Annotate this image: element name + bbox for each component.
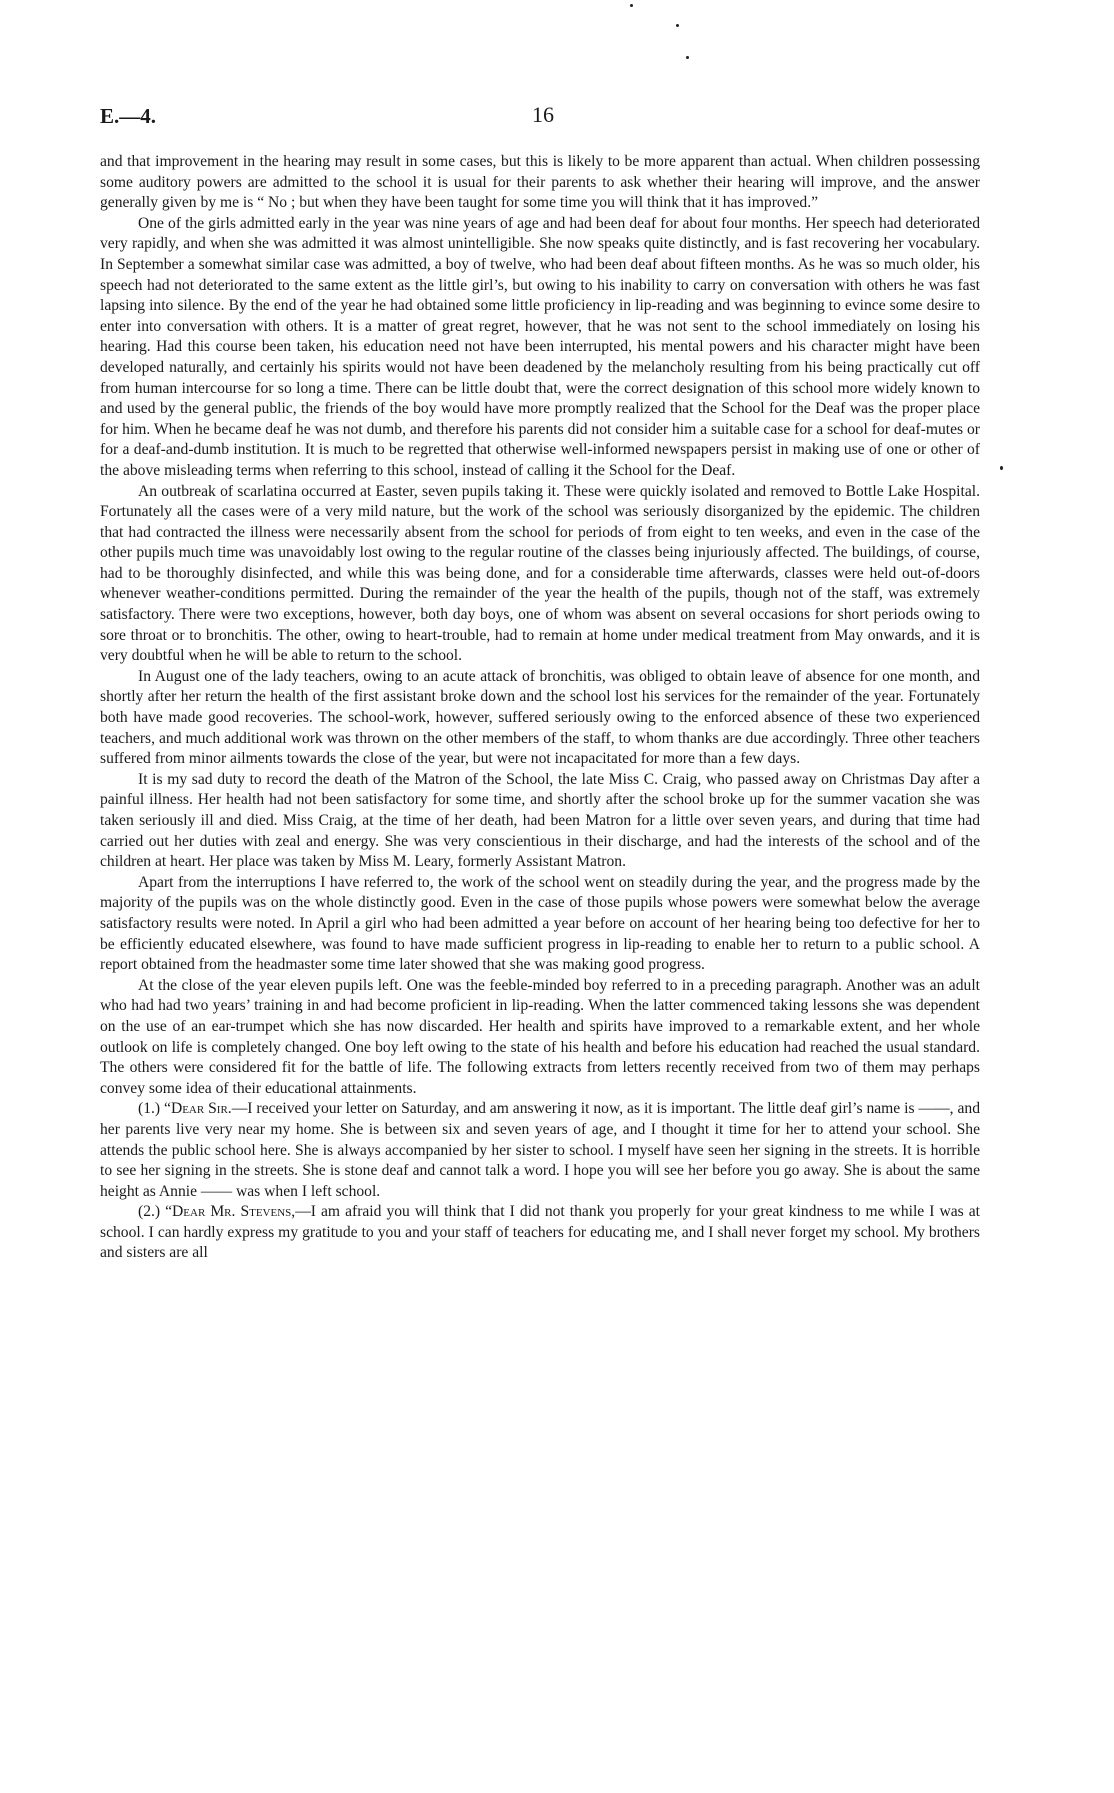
page-number: 16 [532,102,554,127]
letter-number: (1.) “ [138,1100,171,1118]
scan-speck [630,4,633,7]
letter-salutation: Dear Sir. [170,1100,232,1118]
paragraph: Apart from the interruptions I have referred to, the work of the school went on steadily during the year, and the progress made by the majority of the pupils was on the whole distinctly good. Even in the case of those pupils whose powers were somewhat below the average satisfactory results were noted. In April a girl who had been admitted a year before on account of her hearing being too defective for her to be efficiently educated elsewhere, was found to have made sufficient progress in lip-reading to enable her to return to a public school. A report obtained from the headmaster some time later showed that she was making good progress. [100,873,980,974]
document-page [100,98,980,1264]
paragraph: and that improvement in the hearing may result in some cases, but this is likely to be more apparent than actual. When children possessing some auditory powers are admitted to the school it is usual for their parents to ask whether their hearing will improve, and the answer generally given by me is “ No ; but when they have been taught for some time you will think that it has improved.” [100,153,980,212]
scan-speck [686,56,689,59]
scan-speck [1000,466,1003,470]
paragraph: In August one of the lady teachers, owing to an acute attack of bronchitis, was obliged to obtain leave of absence for one month, and shortly after her return the health of the first assistant broke down and the school lost his services for the remainder of the year. Fortunately both have made good recoveries. The school-work, however, suffered seriously owing to the enforced absence of these two experienced teachers, and much additional work was thrown on the other members of the staff, to whom thanks are due accordingly. Three other teachers suffered from minor ailments towards the close of the year, but were not incapacitated for more than a few days. [100,667,980,768]
paragraph: One of the girls admitted early in the year was nine years of age and had been deaf for about four months. Her speech had deteriorated very rapidly, and when she was admitted it was almost unintelligible. She now speaks quite distinctly, and is fast recovering her vocabulary. In September a somewhat similar case was admitted, a boy of twelve, who had been deaf about fifteen months. As he was so much older, his speech had not deteriorated to the same extent as the little girl’s, but owing to his inability to carry on conversation with others he was fast lapsing into silence. By the end of the year he had obtained some little proficiency in lip-reading and was beginning to evince some desire to enter into conversation with others. It is a matter of great regret, however, that he was not sent to the school immediately on losing his hearing. Had this course been taken, his education need not have been interrupted, his mental powers and his character might have been developed naturally, and certainly his spirits would not have been deadened by the melancholy resulting from his being practically cut off from human intercourse for so long a time. There can be little doubt that, were the correct designation of this school more widely known to and used by the general public, the friends of the boy would have more promptly realized that the School for the Deaf was the proper place for him. When he became deaf he was not dumb, and therefore his parents did not consider him a suitable case for a school for deaf-mutes or for a deaf-and-dumb institution. It is much to be regretted that otherwise well-informed newspapers persist in making use of one or other of the above misleading terms when referring to this school, instead of calling it the School for the Deaf. [100,214,980,479]
paragraph: It is my sad duty to record the death of the Matron of the School, the late Miss C. Craig, who passed away on Christmas Day after a painful illness. Her health had not been satisfactory for some time, and shortly after the school broke up for the summer vacation she was taken seriously ill and died. Miss Craig, at the time of her death, had been Matron for a little over seven years, and during that time had carried out her duties with zeal and energy. She was very conscientious in their discharge, and had the interests of the school and of the children at heart. Her place was taken by Miss M. Leary, formerly Assistant Matron. [100,770,980,871]
paragraph: At the close of the year eleven pupils left. One was the feeble-minded boy referred to in a preceding paragraph. Another was an adult who had had two years’ training in and had become proficient in lip-reading. When the latter commenced taking lessons she was dependent on the use of an ear-trumpet which she has now discarded. Her health and spirits have improved to a remarkable extent, and her whole outlook on life is completely changed. One boy left owing to the state of his health and before his education had reached the usual standard. The others were considered fit for the battle of life. The following extracts from letters recently received from two of them may perhaps convey some idea of their educational attainments. [100,976,980,1097]
letter-salutation: Dear Mr. Stevens, [172,1203,296,1221]
page-header [100,98,980,138]
letter-number: (2.) “ [138,1203,173,1221]
letter-extract [100,1202,980,1264]
letter-text: —I am afraid you will think that I did not thank you properly for your great kindness to me while I was at school. I can hardly express my gratitude to you and your staff of teachers for educating me, and I shall never forget my school. My brothers and sisters are all [100,1203,980,1262]
paragraph: An outbreak of scarlatina occurred at Easter, seven pupils taking it. These were quickly isolated and removed to Bottle Lake Hospital. Fortunately all the cases were of a very mild nature, but the work of the school was seriously disorganized by the epidemic. The children that had contracted the illness were necessarily absent from the school for periods of from eight to ten weeks, and even in the case of the other pupils much time was unavoidably lost owing to the regular routine of the classes being injuriously affected. The buildings, of course, had to be thoroughly disinfected, and while this was being done, and for a considerable time afterwards, classes were held out-of-doors whenever weather-conditions permitted. During the remainder of the year the health of the pupils, though not of the staff, was extremely satisfactory. There were two exceptions, however, both day boys, one of whom was absent on several occasions for short periods owing to sore throat or to bronchitis. The other, owing to heart-trouble, had to remain at home under medical treatment from May onwards, and it is very doubtful when he will be able to return to the school. [100,482,980,665]
letter-extract [100,1099,980,1202]
page-reference: E.—4. [100,104,157,128]
body-text [100,152,980,1264]
scan-speck [676,24,679,27]
letter-text: —I received your letter on Saturday, and am answering it now, as it is important. The little deaf girl’s name is ——, and her parents live very near my home. She is between six and seven years of age, and I thought it time for her to attend your school. She attends the public school here. She is always accompanied by her sister to school. I myself have seen her signing in the streets. It is horrible to see her signing in the streets. She is stone deaf and cannot talk a word. I hope you will see her before you go away. She is about the same height as Annie —— was when I left school. [100,1100,981,1200]
